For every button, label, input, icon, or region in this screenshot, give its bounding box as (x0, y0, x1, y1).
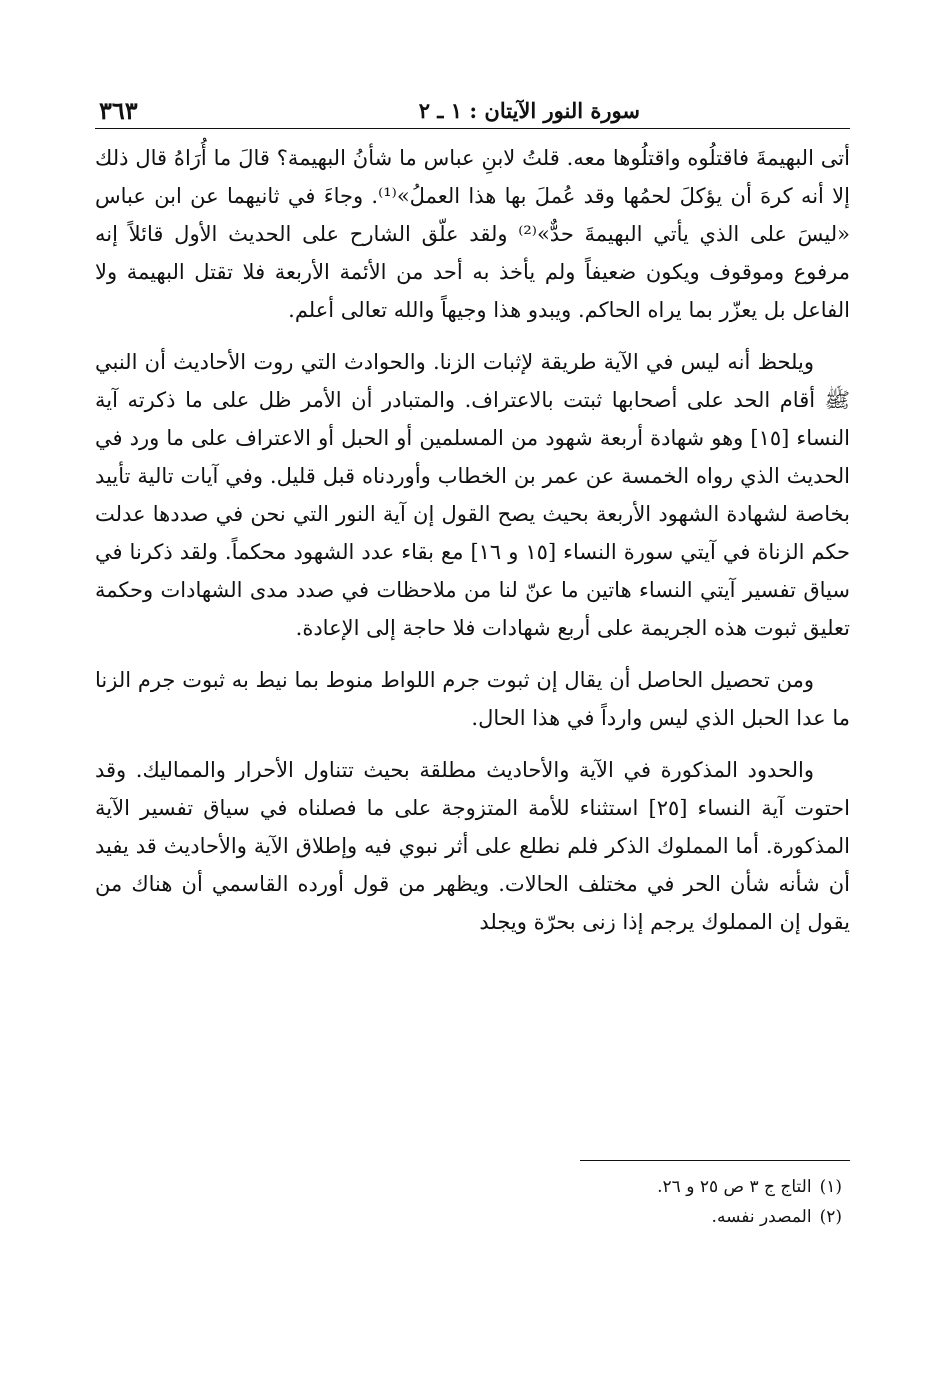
footnote-number: (١) (819, 1177, 842, 1197)
footnote-text: المصدر نفسه. (711, 1207, 812, 1227)
footnote-1 (95, 1172, 842, 1202)
paragraph-2: ويلحظ أنه ليس في الآية طريقة لإثبات الزنا. والحوادث التي روت الأحاديث أن النبي ﷺ أقام الحد على أصحابها ثبتت بالاعتراف. والمتبادر أن الأمر ظل على ما ذكرته آية النساء [١٥] وهو شهادة أربعة شهود من المسلمين أو الحبل أو الاعتراف على ما ورد في الحديث الذي رواه الخمسة عن عمر بن الخطاب وأوردناه قبل قليل. وفي آيات تالية تأييد بخاصة لشهادة الشهود الأربعة بحيث يصح القول إن آية النور التي نحن في صددها عدلت حكم الزناة في آيتي سورة النساء [١٥ و ١٦] مع بقاء عدد الشهود محكماً. ولقد ذكرنا في سياق تفسير آيتي النساء هاتين ما عنّ لنا من ملاحظات في صدد مدى الشهادات وحكمة تعليق ثبوت هذه الجريمة على أربع شهادات فلا حاجة إلى الإعادة. (95, 350, 850, 640)
body-text (95, 139, 850, 941)
paragraph-1: أتى البهيمةَ فاقتلُوه واقتلُوها معه. قلتُ لابنِ عباس ما شأنُ البهيمة؟ قالَ ما أُرَاهُ قال ذلك إلا أنه كرهَ أن يؤكلَ لحمُها وقد عُملَ بها هذا العملُ»⁽¹⁾. وجاءَ في ثانيهما عن ابن عباس «ليسَ على الذي يأتي البهيمةَ حدٌّ»⁽²⁾ ولقد علّق الشارح على الحديث الأول قائلاً إنه مرفوع وموقوف ويكون ضعيفاً ولم يأخذ به أحد من الأئمة الأربعة فلا تقتل البهيمة ولا الفاعل بل يعزّر بما يراه الحاكم. ويبدو هذا وجيهاً والله تعالى أعلم. (95, 146, 851, 322)
page-number: ٣٦٣ (99, 95, 138, 125)
paragraph-4: والحدود المذكورة في الآية والأحاديث مطلقة بحيث تتناول الأحرار والمماليك. وقد احتوت آية النساء [٢٥] استثناء للأمة المتزوجة على ما فصلناه في سياق تفسير الآية المذكورة. أما المملوك الذكر فلم نطلع على أثر نبوي فيه وإطلاق الآية والأحاديث قد يفيد أن شأنه شأن الحر في مختلف الحالات. ويظهر من قول أورده القاسمي أن هناك من يقول إن المملوك يرجم إذا زنى بحرّة ويجلد (95, 758, 850, 934)
book-page (95, 92, 850, 1272)
footnote-text: التاج ج ٣ ص ٢٥ و ٢٦. (657, 1177, 812, 1197)
paragraph-3: ومن تحصيل الحاصل أن يقال إن ثبوت جرم اللواط منوط بما نيط به ثبوت جرم الزنا ما عدا الحبل الذي ليس وارداً في هذا الحال. (95, 668, 850, 730)
running-header (95, 92, 850, 129)
footnote-2 (95, 1202, 842, 1232)
footnote-divider (580, 1160, 850, 1161)
running-title: سورة النور الآيتان : ١ ـ ٢ (418, 97, 640, 123)
footnote-number: (٢) (819, 1207, 842, 1227)
footnotes (95, 1172, 842, 1232)
